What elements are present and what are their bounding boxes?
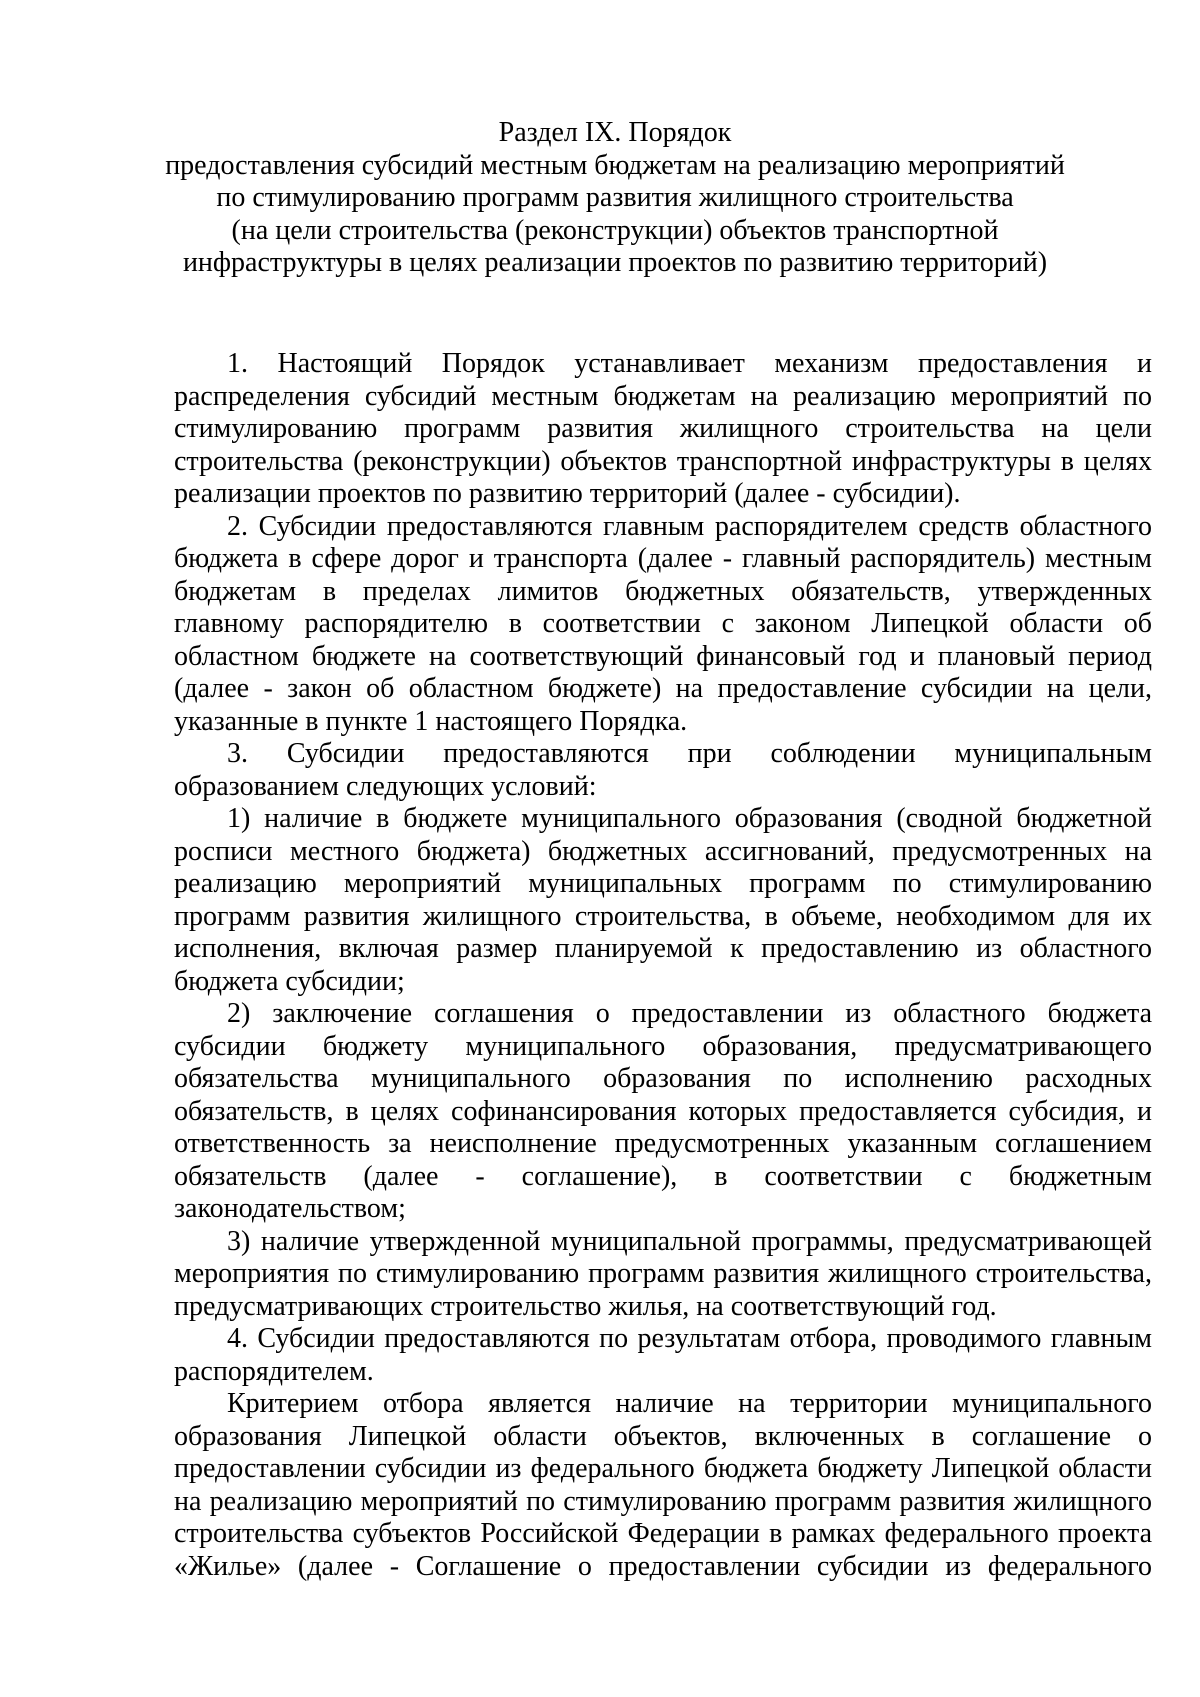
paragraph-line: обязательств, в целях софинансирования которых предоставляется субсидия, и xyxy=(174,1095,1152,1127)
paragraph-line: стимулированию программ развития жилищного строительства на цели xyxy=(174,413,1152,444)
paragraph-line: строительства субъектов Российской Федерации в рамках федерального проекта xyxy=(174,1518,1152,1549)
paragraph-line: распределения субсидий местным бюджетам на реализацию мероприятий по xyxy=(174,380,1152,412)
paragraph-line: обязательства муниципального образования по исполнению расходных xyxy=(174,1063,1152,1094)
paragraph-line: исполнения, включая размер планируемой к предоставлению из областного xyxy=(174,933,1152,964)
paragraph-line: бюджета субсидии; xyxy=(174,965,405,997)
paragraph-line: распорядителем. xyxy=(174,1355,374,1387)
paragraph-line: реализацию мероприятий муниципальных программ по стимулированию xyxy=(174,868,1152,899)
paragraph-line: предоставлении субсидии из федерального бюджета бюджету Липецкой области xyxy=(174,1453,1152,1484)
paragraph-line: обязательств (далее - соглашение), в соответствии с бюджетным xyxy=(174,1160,1152,1192)
paragraph-line: главному распорядителю в соответствии с законом Липецкой области об xyxy=(174,608,1152,639)
heading-line: предоставления субсидий местным бюджетам на реализацию мероприятий xyxy=(165,149,1065,181)
paragraph-line: программ развития жилищного строительства, в объеме, необходимом для их xyxy=(174,900,1152,932)
paragraph-line: 2) заключение соглашения о предоставлении из областного бюджета xyxy=(227,998,1152,1029)
paragraph-line: указанные в пункте 1 настоящего Порядка. xyxy=(174,705,688,737)
paragraph-line: предусматривающих строительство жилья, на соответствующий год. xyxy=(174,1290,997,1322)
paragraph-line: бюджетам в пределах лимитов бюджетных обязательств, утвержденных xyxy=(174,575,1152,607)
paragraph-line: на реализацию мероприятий по стимулированию программ развития жилищного xyxy=(174,1485,1152,1517)
paragraph-line: бюджета в сфере дорог и транспорта (далее - главный распорядитель) местным xyxy=(174,543,1152,574)
paragraph-line: ответственность за неисполнение предусмотренных указанным соглашением xyxy=(174,1128,1152,1159)
document-body xyxy=(174,348,1152,1583)
paragraph-line: субсидии бюджету муниципального образования, предусматривающего xyxy=(174,1030,1152,1062)
paragraph-line: росписи местного бюджета) бюджетных ассигнований, предусмотренных на xyxy=(174,835,1152,867)
heading-line: инфраструктуры в целях реализации проектов по развитию территорий) xyxy=(182,247,1048,278)
paragraph-line: Критерием отбора является наличие на территории муниципального xyxy=(227,1388,1152,1419)
paragraph-line: (далее - закон об областном бюджете) на предоставление субсидии на цели, xyxy=(174,673,1152,704)
paragraph-line: мероприятия по стимулированию программ развития жилищного строительства, xyxy=(174,1258,1152,1289)
paragraph-line: образования Липецкой области объектов, включенных в соглашение о xyxy=(174,1420,1152,1452)
paragraph-line: реализации проектов по развитию территорий (далее - субсидии). xyxy=(174,478,961,509)
paragraph-line: 2. Субсидии предоставляются главным распорядителем средств областного xyxy=(227,510,1152,542)
paragraph-line: 3) наличие утвержденной муниципальной программы, предусматривающей xyxy=(227,1225,1152,1257)
paragraph-line: 3. Субсидии предоставляются при соблюдении муниципальным xyxy=(227,738,1152,769)
heading-line: Раздел IX. Порядок xyxy=(498,117,732,148)
paragraph-line: 1. Настоящий Порядок устанавливает механизм предоставления и xyxy=(227,348,1152,379)
paragraph-line: 1) наличие в бюджете муниципального образования (сводной бюджетной xyxy=(227,803,1152,834)
paragraph-line: законодательством; xyxy=(174,1193,406,1224)
section-heading xyxy=(150,117,1080,280)
paragraph-line: строительства (реконструкции) объектов транспортной инфраструктуры в целях xyxy=(174,445,1152,477)
paragraph-line: 4. Субсидии предоставляются по результатам отбора, проводимого главным xyxy=(227,1323,1152,1354)
paragraph-line: «Жилье» (далее - Соглашение о предоставлении субсидии из федерального xyxy=(174,1550,1152,1582)
heading-line: по стимулированию программ развития жилищного строительства xyxy=(216,182,1014,213)
paragraph-line: образованием следующих условий: xyxy=(174,770,597,802)
heading-line: (на цели строительства (реконструкции) объектов транспортной xyxy=(231,214,999,246)
paragraph-line: областном бюджете на соответствующий финансовый год и плановый период xyxy=(174,640,1152,672)
